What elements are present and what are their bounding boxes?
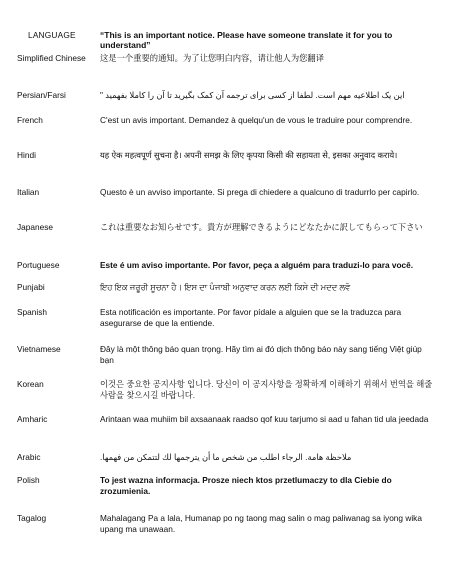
translation-text: Este é um aviso importante. Por favor, peça a alguém para traduzi-lo para você. bbox=[100, 260, 414, 270]
language-label: Tagalog bbox=[17, 513, 47, 523]
language-label: Portuguese bbox=[17, 260, 60, 270]
translation-text: Questo è un avviso importante. Si prega di chiedere a qualcuno di tradurrlo per capirlo. bbox=[100, 187, 420, 197]
language-label: Spanish bbox=[17, 307, 47, 317]
translation-text: Đây là một thông báo quan trọng. Hãy tìm ai đó dịch thông báo này sang tiếng Việt giúp bạn bbox=[100, 344, 422, 365]
translation-text: これは重要なお知らせです。貴方が理解できるようにどなたかに訳してもらって下さい bbox=[100, 222, 423, 232]
translation-text: C'est un avis important. Demandez à quelqu'un de vous le traduire pour comprendre. bbox=[100, 115, 413, 125]
language-label: Arabic bbox=[17, 452, 41, 462]
language-label: Simplified Chinese bbox=[17, 53, 86, 63]
translation-text: Mahalagang Pa a lala, Humanap po ng taong mag salin o mag paliwanag sa iyong wika upang ma unawaan. bbox=[100, 513, 422, 534]
language-label: Korean bbox=[17, 379, 44, 389]
translation-text: Esta notificación es importante. Por favor pídale a alguien que se la traduzca para asegurarse de que la entiende. bbox=[100, 307, 402, 328]
translation-text: 이것은 중요한 공지사항 입니다. 당신이 이 공지사항을 정확하게 이해하기 위해서 번역을 해줄 사람을 찾으시길 바랍니다. bbox=[100, 379, 433, 400]
translation-text: To jest wazna informacja. Prosze niech ktos przetlumaczy to dla Ciebie do zrozumienia. bbox=[100, 475, 392, 496]
language-label: Japanese bbox=[17, 222, 53, 232]
translation-text: ਇਹ ਇਕ ਜਰੂਰੀ ਸੂਚਨਾ ਹੈ। ਇਸ ਦਾ ਪੰਜਾਬੀ ਅਨੁਵਾਦ ਕਰਨ ਲਈ ਕਿਸੇ ਦੀ ਮਦਦ ਲਵੋ bbox=[100, 282, 351, 292]
language-label: Hindi bbox=[17, 150, 36, 160]
language-label: Italian bbox=[17, 187, 40, 197]
language-label: French bbox=[17, 115, 43, 125]
language-column-header: LANGUAGE bbox=[28, 30, 76, 40]
language-label: Polish bbox=[17, 475, 40, 485]
translation-text: این یک اطلاعیه مهم است. لطفا از کسی برای ترجمه آن کمک بگیرید تا آن را کاملا بفهمید " bbox=[100, 90, 405, 100]
language-label: Amharic bbox=[17, 414, 48, 424]
language-label: Vietnamese bbox=[17, 344, 61, 354]
translation-text: Arintaan waa muhiim bil axsaanaak raadso qof kuu tarjumo si aad u fahan tid ula jeedada bbox=[100, 414, 429, 424]
language-label: Punjabi bbox=[17, 282, 45, 292]
language-label: Persian/Farsi bbox=[17, 90, 66, 100]
translation-text: यह ऐक महत्वपूर्ण सुचना है। अपनी समझ के लिए कृपया किसी की सहायता से, इसका अनुवाद कराये। bbox=[100, 150, 398, 160]
translation-text: 这是一个重要的通知。为了让您明白内容，请让他人为您翻译 bbox=[100, 53, 325, 63]
translation-text: ملاحظة هامة. الرجاء اطلب من شخص ما أن يترجمها لك لتتمكن من فهمها. bbox=[100, 452, 352, 462]
notice-heading: “This is an important notice. Please have someone translate it for you to understand” bbox=[100, 30, 393, 50]
